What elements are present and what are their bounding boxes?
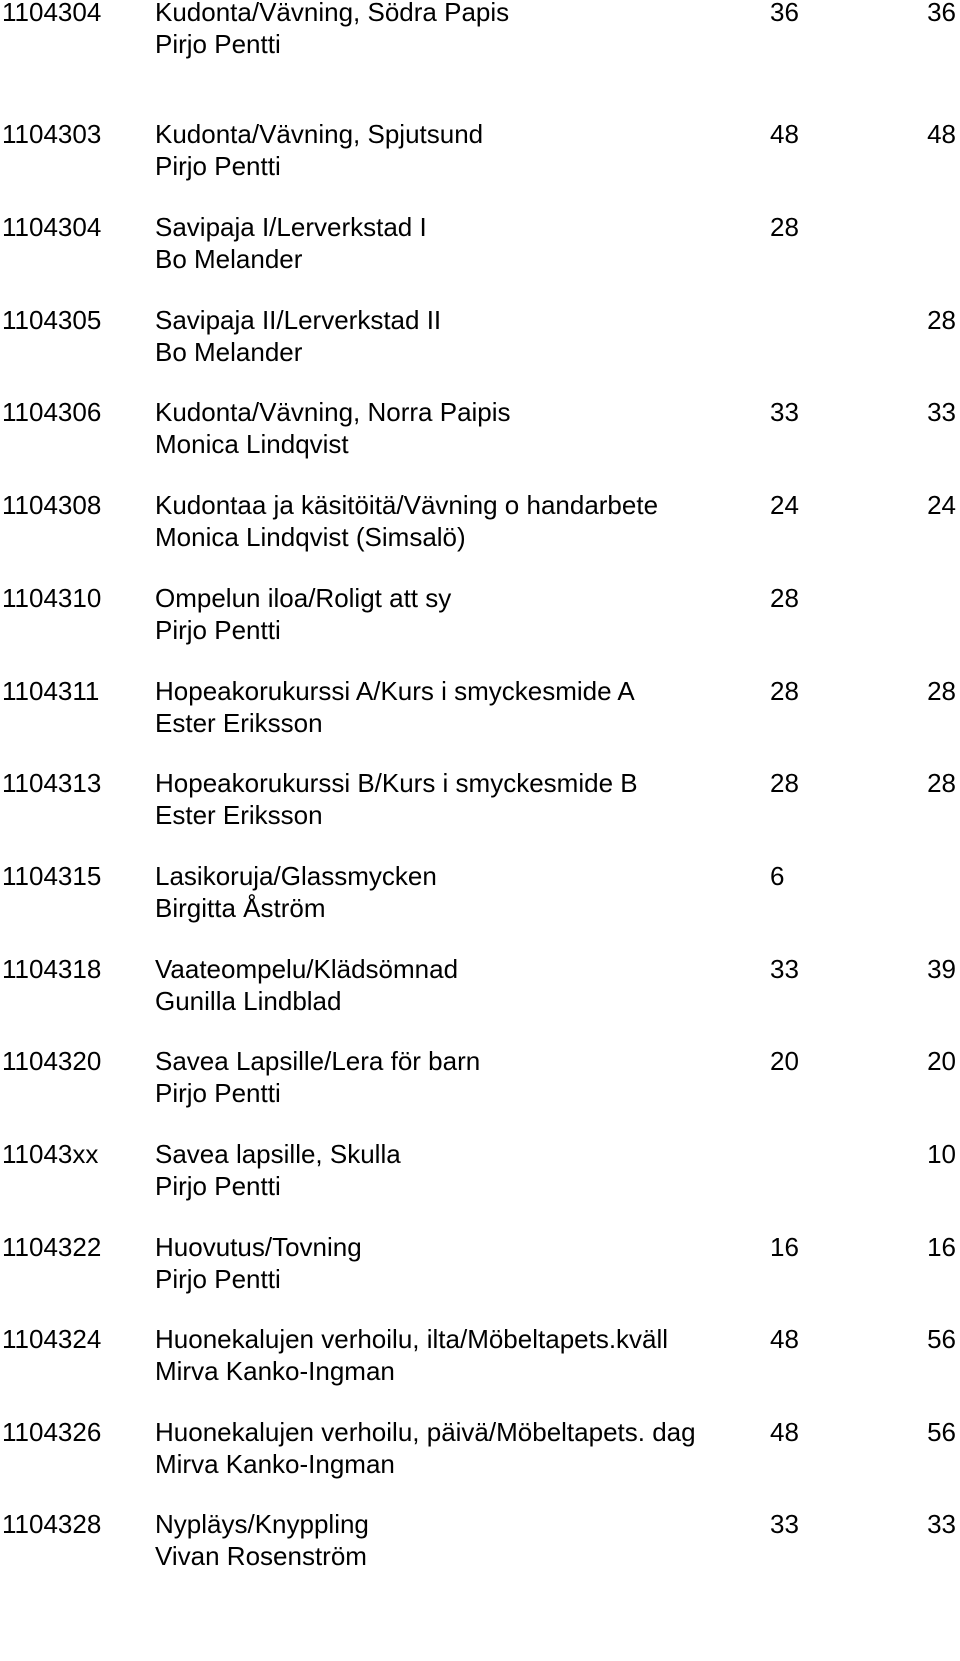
course-entry — [0, 304, 960, 368]
course-hours-2: 33 — [927, 397, 956, 427]
course-code: 1104308 — [2, 490, 102, 520]
course-teacher: Vivan Rosenström — [155, 1541, 367, 1571]
course-hours-1: 6 — [770, 861, 785, 891]
course-title: Savipaja I/Lerverkstad I — [155, 212, 427, 242]
course-code: 1104324 — [2, 1324, 102, 1354]
course-entry — [0, 953, 960, 1017]
course-code: 1104318 — [2, 954, 102, 984]
course-hours-1: 33 — [770, 954, 799, 984]
course-entry — [0, 1323, 960, 1387]
course-hours-2: 36 — [927, 0, 956, 27]
course-entry — [0, 1416, 960, 1480]
course-teacher: Monica Lindqvist (Simsalö) — [155, 522, 466, 552]
course-code: 1104320 — [2, 1046, 102, 1076]
course-title: Huonekalujen verhoilu, päivä/Möbeltapets. dag — [155, 1417, 696, 1447]
course-title: Lasikoruja/Glassmycken — [155, 861, 437, 891]
course-teacher: Mirva Kanko-Ingman — [155, 1449, 395, 1479]
course-title: Kudonta/Vävning, Norra Paipis — [155, 397, 511, 427]
course-title: Savea lapsille, Skulla — [155, 1139, 401, 1169]
course-entry — [0, 396, 960, 460]
course-code: 1104315 — [2, 861, 102, 891]
course-hours-1: 48 — [770, 1324, 799, 1354]
course-teacher: Monica Lindqvist — [155, 429, 349, 459]
course-hours-2: 20 — [927, 1046, 956, 1076]
course-hours-1: 33 — [770, 1509, 799, 1539]
course-hours-2: 16 — [927, 1232, 956, 1262]
course-teacher: Pirjo Pentti — [155, 1171, 281, 1201]
course-code: 1104303 — [2, 119, 102, 149]
course-hours-1: 28 — [770, 676, 799, 706]
course-code: 1104313 — [2, 768, 102, 798]
course-teacher: Bo Melander — [155, 337, 303, 367]
course-title: Hopeakorukurssi A/Kurs i smyckesmide A — [155, 676, 635, 706]
course-title: Ompelun iloa/Roligt att sy — [155, 583, 452, 613]
course-entry — [0, 860, 960, 924]
course-title: Kudonta/Vävning, Södra Papis — [155, 0, 510, 27]
course-teacher: Pirjo Pentti — [155, 29, 281, 59]
course-hours-1: 28 — [770, 212, 799, 242]
course-code: 1104311 — [2, 676, 100, 706]
course-hours-1: 24 — [770, 490, 799, 520]
course-title: Kudonta/Vävning, Spjutsund — [155, 119, 484, 149]
course-hours-2: 33 — [927, 1509, 956, 1539]
course-hours-1: 20 — [770, 1046, 799, 1076]
course-teacher: Birgitta Åström — [155, 893, 326, 923]
course-code: 1104328 — [2, 1509, 102, 1539]
course-entry — [0, 675, 960, 739]
course-code: 1104304 — [2, 0, 102, 27]
course-teacher: Ester Eriksson — [155, 800, 323, 830]
course-teacher: Mirva Kanko-Ingman — [155, 1356, 395, 1386]
course-entry — [0, 489, 960, 553]
course-code: 1104306 — [2, 397, 102, 427]
course-hours-1: 16 — [770, 1232, 799, 1262]
course-entry — [0, 118, 960, 182]
course-title: Huonekalujen verhoilu, ilta/Möbeltapets.kväll — [155, 1324, 669, 1354]
course-entry — [0, 1231, 960, 1295]
course-hours-1: 28 — [770, 768, 799, 798]
course-entry — [0, 211, 960, 275]
course-teacher: Pirjo Pentti — [155, 615, 281, 645]
course-hours-2: 28 — [927, 676, 956, 706]
course-hours-1: 33 — [770, 397, 799, 427]
course-hours-2: 10 — [927, 1139, 956, 1169]
course-teacher: Ester Eriksson — [155, 708, 323, 738]
course-code: 1104310 — [2, 583, 102, 613]
course-entry — [0, 0, 960, 60]
course-hours-1: 36 — [770, 0, 799, 27]
course-title: Hopeakorukurssi B/Kurs i smyckesmide B — [155, 768, 638, 798]
course-hours-2: 48 — [927, 119, 956, 149]
course-code: 1104326 — [2, 1417, 102, 1447]
course-hours-1: 48 — [770, 1417, 799, 1447]
course-hours-1: 48 — [770, 119, 799, 149]
course-entry — [0, 582, 960, 646]
course-teacher: Pirjo Pentti — [155, 151, 281, 181]
course-hours-2: 56 — [927, 1417, 956, 1447]
course-entry — [0, 1045, 960, 1109]
course-hours-1: 28 — [770, 583, 799, 613]
course-hours-2: 24 — [927, 490, 956, 520]
course-title: Savea Lapsille/Lera för barn — [155, 1046, 481, 1076]
course-hours-2: 56 — [927, 1324, 956, 1354]
course-title: Vaateompelu/Klädsömnad — [155, 954, 459, 984]
course-teacher: Bo Melander — [155, 244, 303, 274]
course-teacher: Pirjo Pentti — [155, 1078, 281, 1108]
course-title: Huovutus/Tovning — [155, 1232, 362, 1262]
course-entry — [0, 1138, 960, 1202]
course-code: 1104304 — [2, 212, 102, 242]
course-hours-2: 39 — [927, 954, 956, 984]
course-teacher: Gunilla Lindblad — [155, 986, 342, 1016]
course-hours-2: 28 — [927, 768, 956, 798]
course-title: Kudontaa ja käsitöitä/Vävning o handarbete — [155, 490, 659, 520]
course-code: 11043xx — [2, 1139, 99, 1169]
course-title: Nypläys/Knyppling — [155, 1509, 369, 1539]
course-hours-2: 28 — [927, 305, 956, 335]
course-code: 1104305 — [2, 305, 102, 335]
course-entry — [0, 767, 960, 831]
course-entry — [0, 1508, 960, 1572]
course-title: Savipaja II/Lerverkstad II — [155, 305, 442, 335]
course-code: 1104322 — [2, 1232, 102, 1262]
course-teacher: Pirjo Pentti — [155, 1264, 281, 1294]
